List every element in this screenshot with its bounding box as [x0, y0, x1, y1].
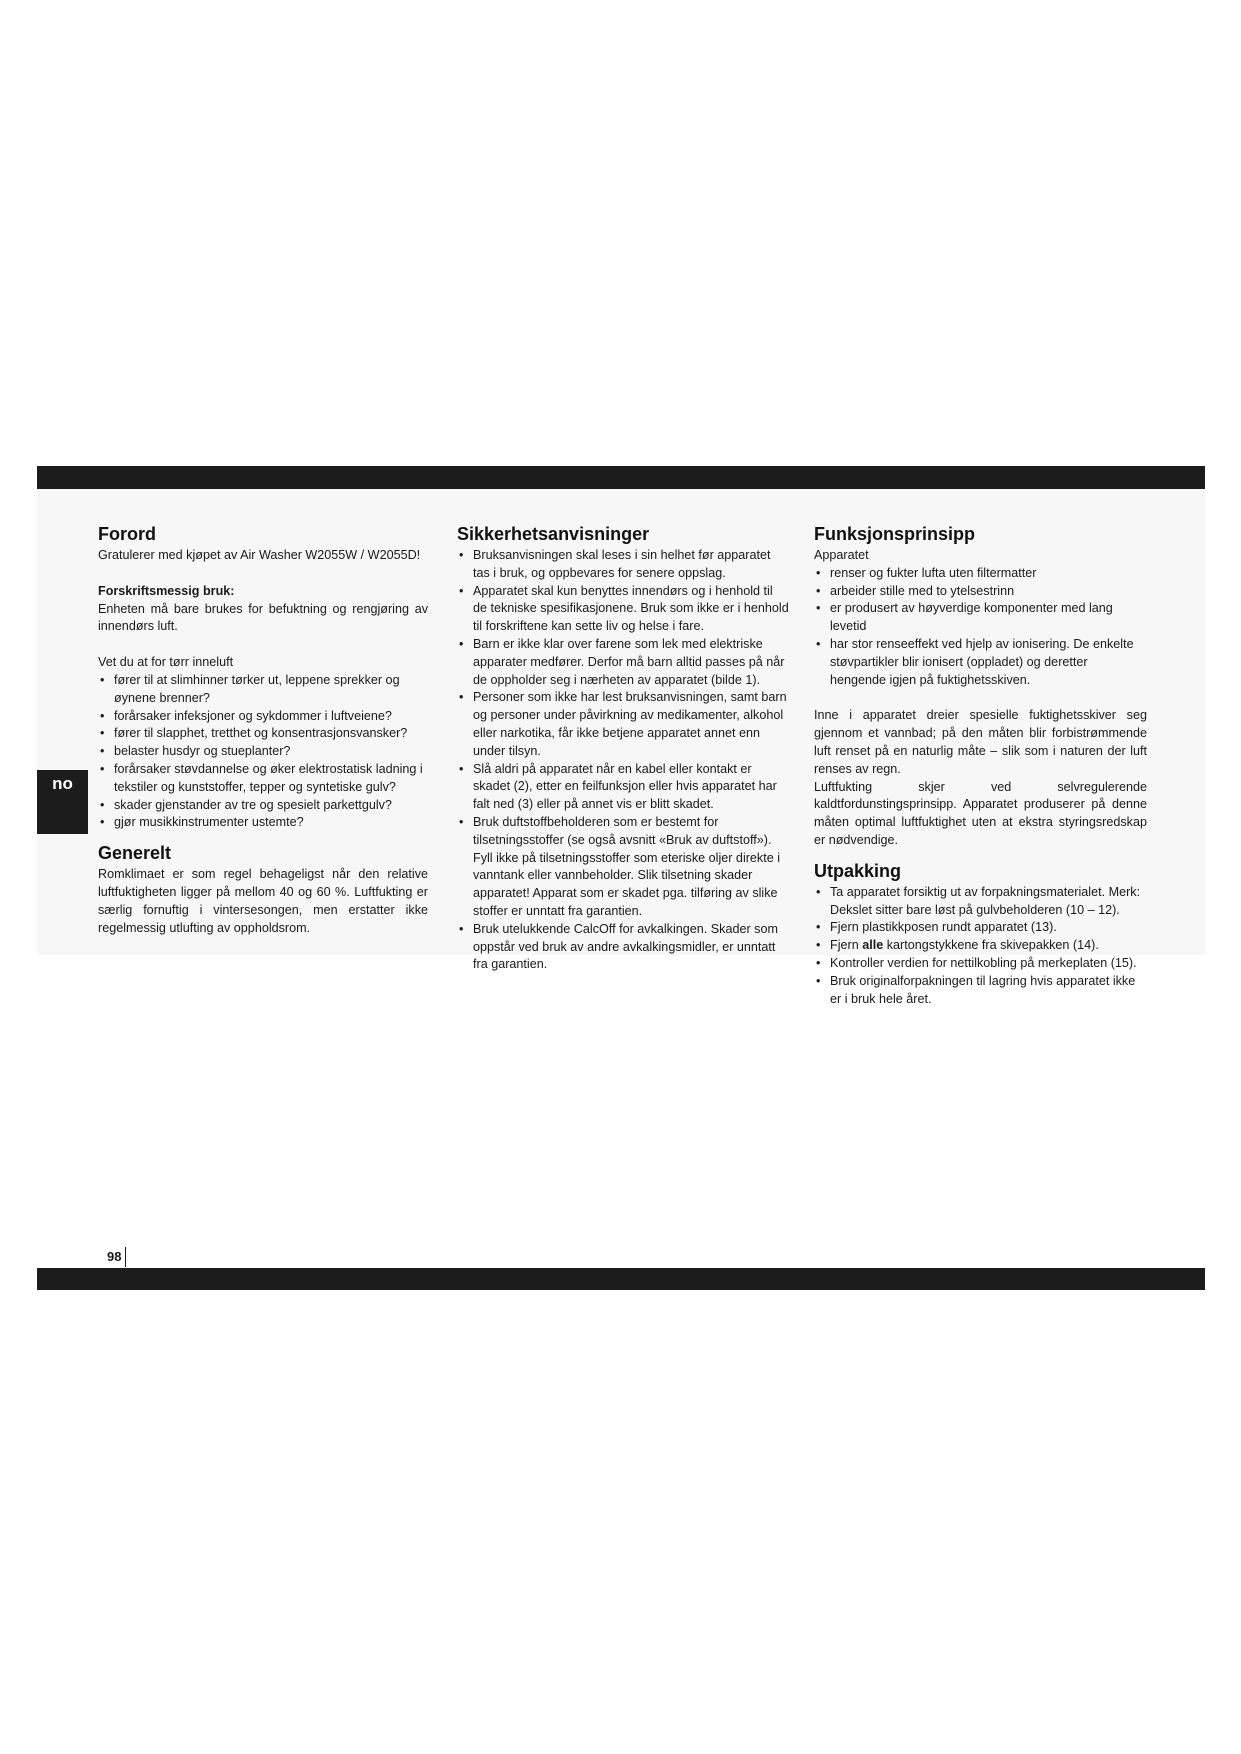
- item-text: Fjern: [830, 938, 863, 953]
- list-item: • Bruk utelukkende CalcOff for avkalkingen. Skader som oppstår ved bruk av andre avkalkingsmidler, er unntatt fra garantien.: [457, 921, 789, 974]
- dry-air-intro: Vet du at for tørr inneluft: [98, 655, 234, 670]
- list-item: • forårsaker infeksjoner og sykdommer i luftveiene?: [98, 708, 428, 726]
- footer-bar: [37, 1268, 1205, 1290]
- funksjon-para-1: Inne i apparatet dreier spesielle fuktighetsskiver seg gjennom et vannbad; på den måten blir forbistrømmende luft renset på en naturlig måte – slik som i naturen der luft renses av regn.: [814, 708, 1147, 776]
- list-item: • Kontroller verdien for nettilkobling på merkeplaten (15).: [814, 955, 1147, 973]
- column-2: [457, 521, 789, 974]
- list-item: • gjør musikkinstrumenter ustemte?: [98, 814, 428, 832]
- list-item: • fører til slapphet, tretthet og konsentrasjonsvansker?: [98, 725, 428, 743]
- list-item: • er produsert av høyverdige komponenter med lang levetid: [814, 600, 1147, 636]
- funksjon-intro: Apparatet: [814, 548, 869, 562]
- funksjon-list: [814, 565, 1147, 690]
- list-item: • fører til at slimhinner tørker ut, leppene sprekker og øynene brenner?: [98, 672, 428, 708]
- utpakking-list: [814, 884, 1147, 1009]
- language-tab: no: [37, 770, 88, 834]
- forord-text: Gratulerer med kjøpet av Air Washer W2055W / W2055D!: [98, 548, 421, 562]
- page-number: 98: [98, 1247, 126, 1267]
- list-item: • Bruksanvisningen skal leses i sin helhet før apparatet tas i bruk, og oppbevares for senere oppslag.: [457, 547, 789, 583]
- column-1: [98, 521, 428, 937]
- list-item: • Ta apparatet forsiktig ut av forpakningsmaterialet. Merk: Dekslet sitter bare løst på gulvbeholderen (10 – 12).: [814, 884, 1147, 920]
- list-item: • Fjern plastikkposen rundt apparatet (13).: [814, 919, 1147, 937]
- generelt-text: Romklimaet er som regel behageligst når den relative luftfuktigheten ligger på mellom 40 og 60 %. Luftfukting er særlig fornuftig i vintersesongen, men erstatter ikke regelmessig utlufting av oppholdsrom.: [98, 867, 428, 935]
- list-item: • har stor renseeffekt ved hjelp av ionisering. De enkelte støvpartikler blir ionisert (oppladet) og deretter hengende igjen på fuktighetsskiven.: [814, 636, 1147, 689]
- list-item: • Bruk duftstoffbeholderen som er bestemt for tilsetningsstoffer (se også avsnitt «Bruk av duftstoff»). Fyll ikke på tilsetningsstoffer som eteriske oljer direkte i vanntank eller vannbeholder. Slik tilsetning skader apparatet! Apparat som er skadet pga. tilføring av slike stoffer er unntatt fra garantien.: [457, 814, 789, 921]
- heading-forord: Forord: [98, 524, 156, 544]
- column-3: [814, 521, 1147, 1008]
- heading-sikkerhet: Sikkerhetsanvisninger: [457, 524, 650, 544]
- heading-utpakking: Utpakking: [814, 860, 902, 881]
- heading-forskrift: Forskriftsmessig bruk:: [98, 583, 235, 598]
- list-item: • arbeider stille med to ytelsestrinn: [814, 583, 1147, 601]
- list-item: • forårsaker støvdannelse og øker elektrostatisk ladning i tekstiler og kunststoffer, tepper og syntetiske gulv?: [98, 761, 428, 797]
- list-item: • Personer som ikke har lest bruksanvisningen, samt barn og personer under påvirkning av medikamenter, alkohol eller narkotika, får ikke betjene apparatet annet enn under tilsyn.: [457, 689, 789, 760]
- list-item: • belaster husdyr og stueplanter?: [98, 743, 428, 761]
- heading-funksjon: Funksjonsprinsipp: [814, 524, 976, 544]
- dry-air-list: [98, 672, 428, 832]
- forskrift-text: Enheten må bare brukes for befuktning og rengjøring av innendørs luft.: [98, 601, 428, 634]
- list-item: • Slå aldri på apparatet når en kabel eller kontakt er skadet (2), etter en feilfunksjon eller hvis apparatet har falt ned (3) eller på annet vis er blitt skadet.: [457, 761, 789, 814]
- funksjon-para-2: Luftfukting skjer ved selvregulerende kaldtfordunstingsprinsipp. Apparatet produserer på denne måten optimal luftfuktighet uten at ekstra styringsredskap er nødvendige.: [814, 779, 1147, 847]
- heading-generelt: Generelt: [98, 843, 172, 864]
- list-item: • Apparatet skal kun benyttes innendørs og i henhold til de tekniske spesifikasjonene. Bruk som ikke er i henhold til forskriftene kan sette liv og helse i fare.: [457, 583, 789, 636]
- list-item: • skader gjenstander av tre og spesielt parkettgulv?: [98, 797, 428, 815]
- header-bar: [37, 466, 1205, 489]
- list-item: • Bruk originalforpakningen til lagring hvis apparatet ikke er i bruk hele året.: [814, 973, 1147, 1009]
- item-text: kartongstykkene fra skivepakken (14).: [883, 938, 1099, 953]
- item-emphasis: alle: [862, 938, 884, 953]
- list-item: • Barn er ikke klar over farene som lek med elektriske apparater medfører. Derfor må barn alltid passes på når de oppholder seg i nærheten av apparatet (bilde 1).: [457, 636, 789, 689]
- list-item: • renser og fukter lufta uten filtermatter: [814, 565, 1147, 583]
- list-item: [814, 937, 1147, 955]
- safety-list: [457, 547, 789, 974]
